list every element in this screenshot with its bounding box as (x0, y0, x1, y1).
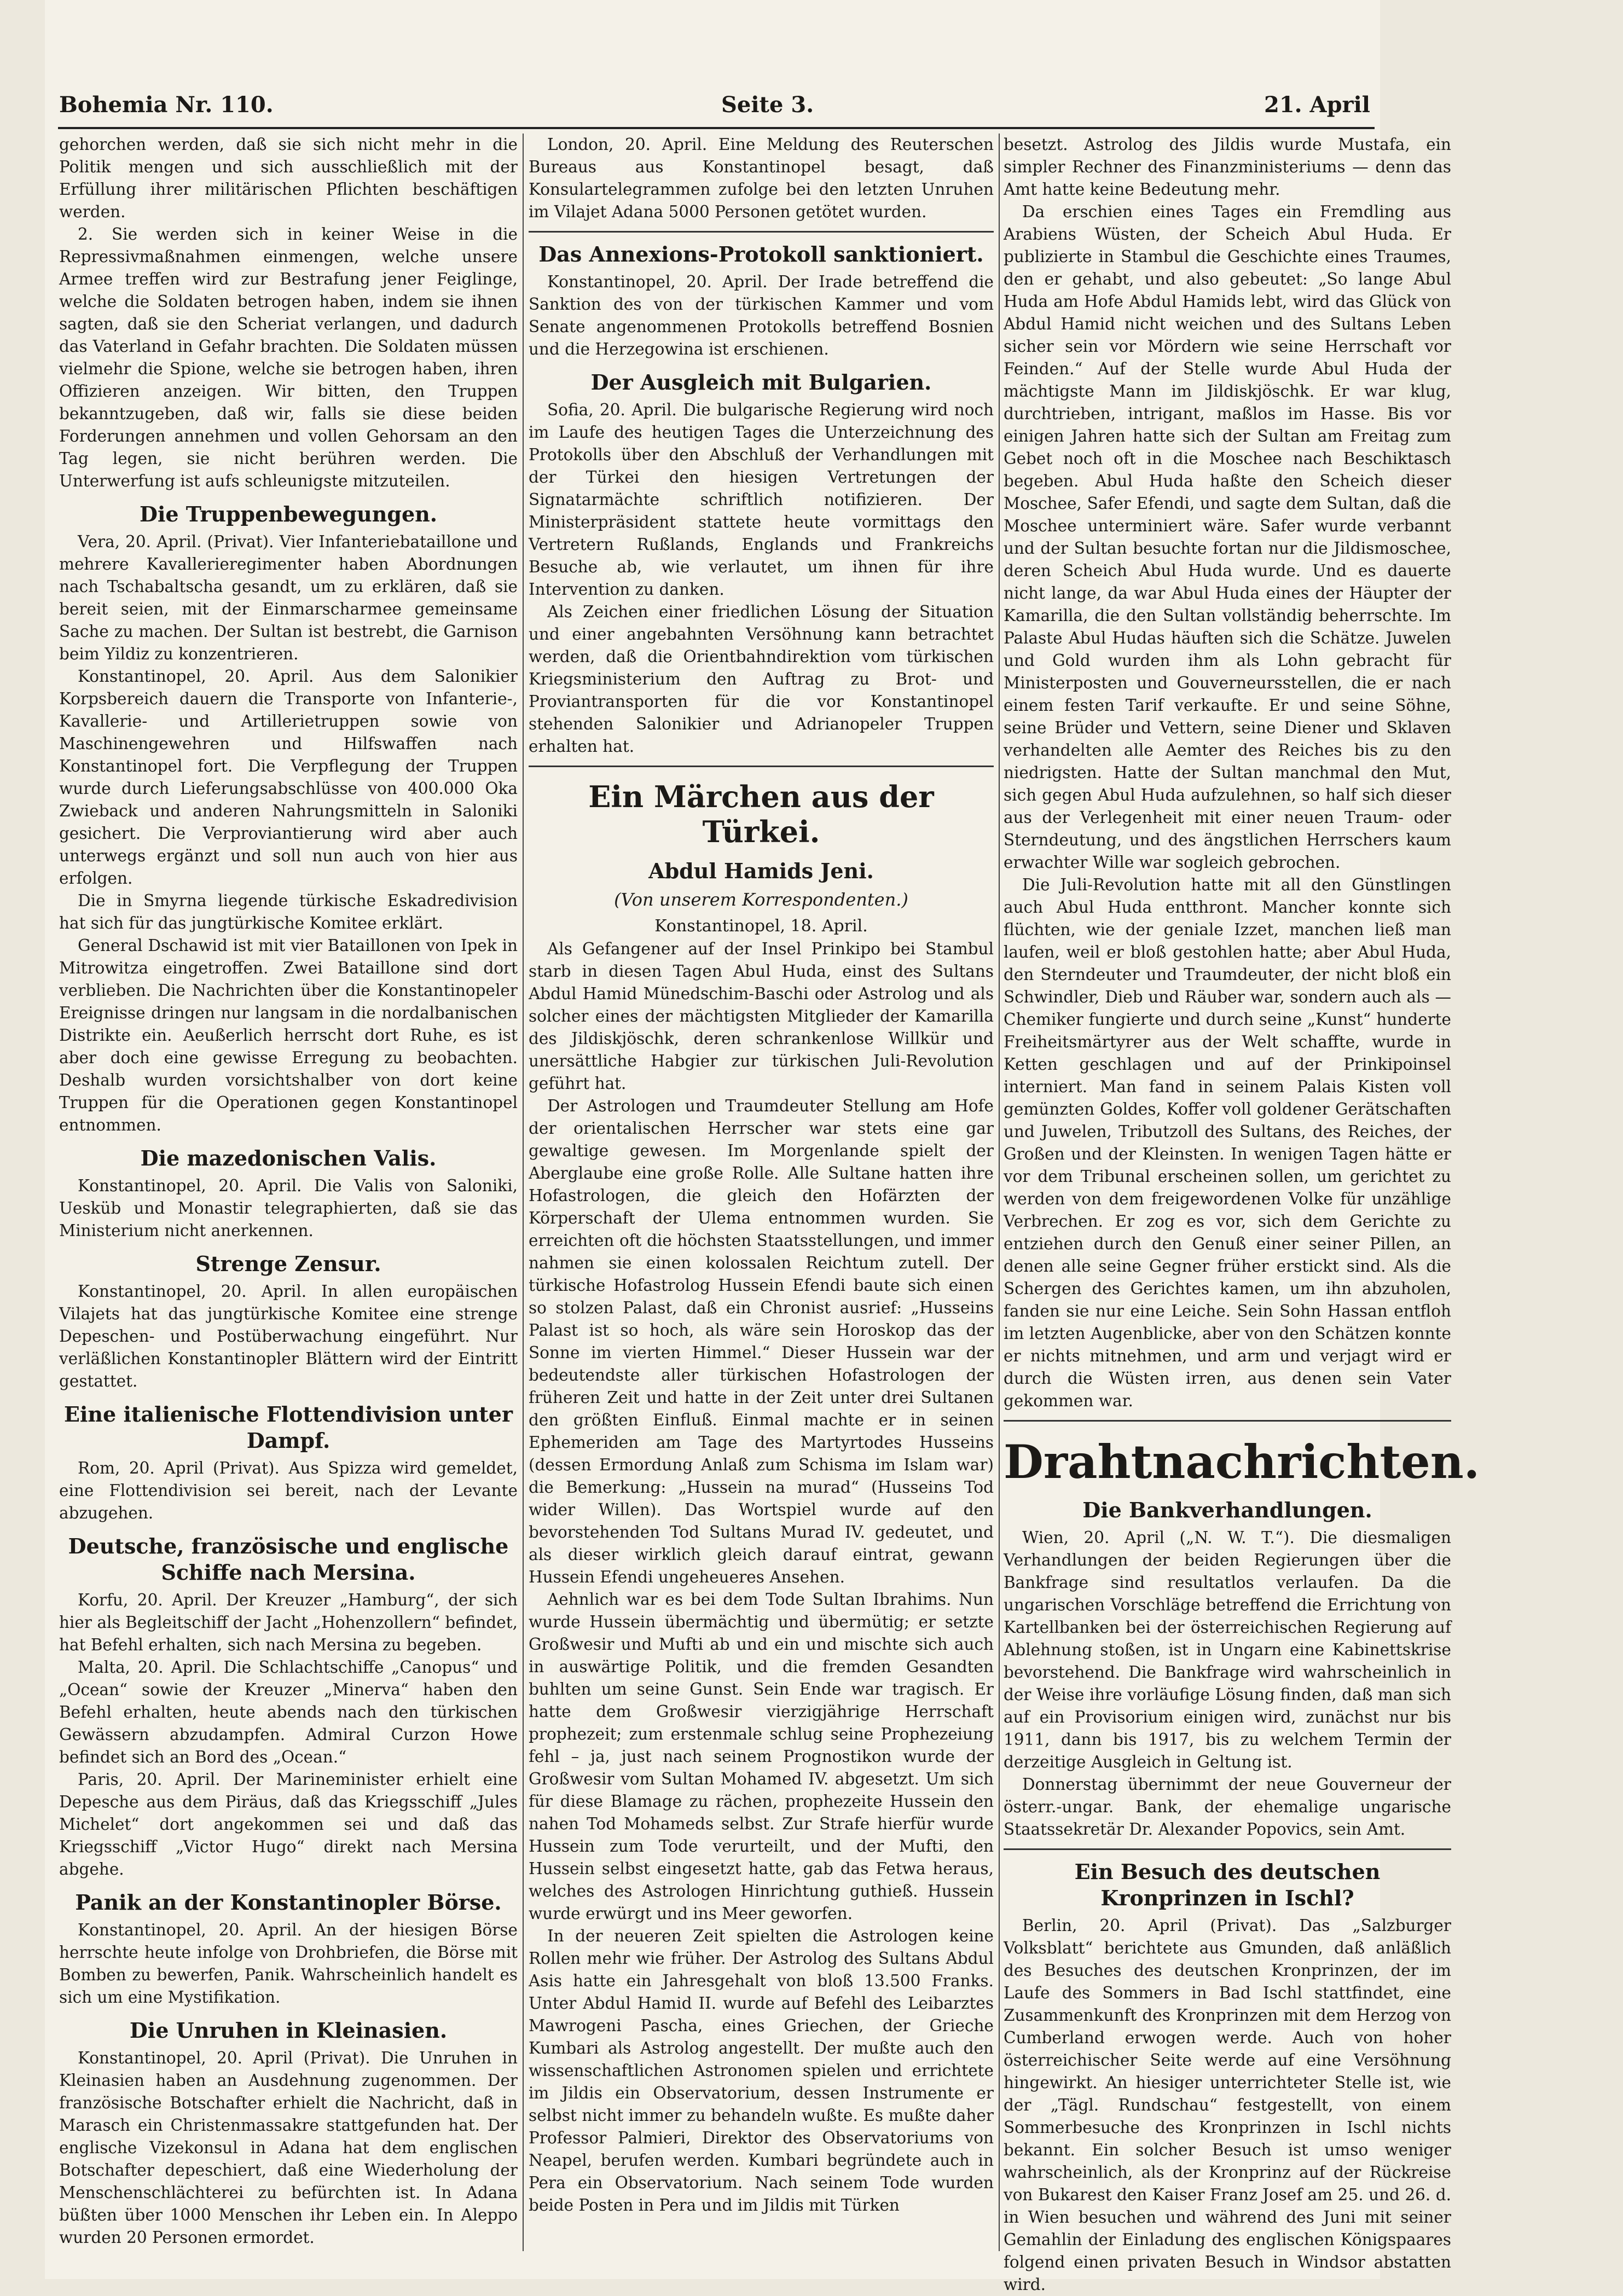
section-separator (529, 231, 994, 233)
article-headline: Die Bankverhandlungen. (1082, 1498, 1372, 1522)
article-paragraph: Donnerstag übernimmt der neue Gouverneur der österr.-ungar. Bank, der ehemalige ungarische Staatssekretär Dr. Alexander Popovics, sein Amt. (1004, 1775, 1451, 1839)
article-paragraph: Sofia, 20. April. Die bulgarische Regierung wird noch im Laufe des heutigen Tages die Unterzeichnung des Protokolls über den Abschluß der Verhandlungen mit der Türkei den hiesigen Vertretungen der Signatarmächte schriftlich notifizieren. Der Ministerpräsident stattete heute vormittags den Vertretern Rußlands, Englands und Frankreichs Besuche ab, wie verlautet, um ihnen für ihre Intervention zu danken. (529, 401, 994, 599)
article-paragraph: Wien, 20. April („N. W. T.“). Die diesmaligen Verhandlungen der beiden Regierungen über die Bankfrage sind resultatlos verlaufen. Da die ungarischen Vorschläge betreffend die Errichtung von Kartellbanken bei der österreichischen Regierung auf Ablehnung stoßen, ist in Ungarn eine Kabinettskrise bevorstehend. Die Bankfrage wird wahrscheinlich in der Weise ihre vorläufige Lösung finden, daß man sich auf ein Provisorium einigen wird, zunächst nur bis 1911, dann bis 1917, bis zu welchem Termin der derzeitige Ausgleich in Geltung ist. (1004, 1528, 1451, 1771)
article-paragraph: Als Gefangener auf der Insel Prinkipo bei Stambul starb in diesen Tagen Abul Huda, einst des Sultans Abdul Hamid Münedschim-Baschi oder Astrolog und als solcher eines der mächtigsten Mitglieder der Kamarilla des Jildiskjöschk, deren schrankenlose Willkür und unersättliche Habgier zur türkischen Juli-Revolution geführt hat. (529, 940, 994, 1093)
column-3 (1004, 134, 1480, 2294)
article-paragraph: Rom, 20. April (Privat). Aus Spizza wird gemeldet, eine Flottendivision sei bereit, nach der Levante abzugehen. (59, 1459, 518, 1522)
newspaper-page (45, 0, 1480, 2294)
column-2 (529, 134, 994, 2251)
dateline: Konstantinopel, 18. April. (654, 917, 868, 936)
section-separator (1004, 1420, 1451, 1422)
article-paragraph: Konstantinopel, 20. April. Die Valis von Saloniki, Uesküb und Monastir telegraphierten, daß sie das Ministerium nicht anerkennen. (59, 1176, 518, 1240)
article-paragraph: Konstantinopel, 20. April. An der hiesigen Börse herrschte heute infolge von Drohbriefen, die Börse mit Bomben zu bewerfen, Panik. Wahrscheinlich handelt es sich um eine Mystifikation. (59, 1921, 518, 2007)
article-paragraph: Als Zeichen einer friedlichen Lösung der Situation und einer angebahnten Versöhnung kann betrachtet werden, daß die Orientbahndirektion vom türkischen Kriegsministerium den Auftrag zu Brot- und Proviantransporten für die vor Konstantinopel stehenden Salonikier und Adrianopeler Truppen erhalten hat. (529, 602, 994, 756)
page-number: Seite 3. (721, 92, 814, 118)
article-paragraph: Korfu, 20. April. Der Kreuzer „Hamburg“, der sich hier als Begleitschiff der Jacht „Hohenzollern“ befindet, hat Befehl erhalten, sich nach Mersina zu begeben. (59, 1591, 518, 1654)
header-rule (58, 127, 1375, 129)
column-1 (59, 134, 518, 2251)
column-divider (999, 134, 1000, 2251)
article-headline: Abdul Hamids Jeni. (648, 859, 874, 883)
article-headline: Das Annexions-Protokoll sanktioniert. (538, 242, 984, 266)
article-headline: Die Unruhen in Kleinasien. (129, 2018, 448, 2043)
article-paragraph: Die in Smyrna liegende türkische Eskadredivision hat sich für das jungtürkische Komitee erklärt. (59, 891, 518, 932)
article-headline: Ein Besuch des deutschen Kronprinzen in Ischl? (1074, 1859, 1381, 1910)
issue-date: 21. April (1264, 92, 1370, 118)
article-paragraph: besetzt. Astrolog des Jildis wurde Mustafa, ein simpler Rechner des Finanzministeriums — denn das Amt hatte keine Bedeutung mehr. (1004, 135, 1451, 199)
article-headline: Panik an der Konstantinopler Börse. (75, 1890, 502, 1915)
article-paragraph: London, 20. April. Eine Meldung des Reuterschen Bureaus aus Konstantinopel besagt, daß Konsulartelegrammen zufolge bei den letzten Unruhen im Vilajet Adana 5000 Personen getötet wurden. (529, 135, 994, 221)
article-paragraph: Aehnlich war es bei dem Tode Sultan Ibrahims. Nun wurde Hussein übermächtig und übermütig; er setzte Großwesir und Mufti ab und ein und mischte sich auch in auswärtige Politik, und die fremden Gesandten buhlten um seine Gunst. Sein Ende war tragisch. Er hatte dem Großwesir vierzigjährige Herrschaft prophezeit; zum erstenmale schlug seine Prophezeiung fehl – ja, just nach seinem Prognostikon wurde der Großwesir vom Sultan Mohamed IV. abgesetzt. Um sich für diese Blamage zu rächen, prophezeite Hussein den nahen Tod Mohameds selbst. Zur Strafe hierfür wurde Hussein zum Tode verurteilt, und der Mufti, den Hussein selbst eingesetzt hatte, gab das Fetwa heraus, welches des Astrologen Hinrichtung guthieß. Hussein wurde erwürgt und ins Meer geworfen. (529, 1590, 994, 1923)
article-headline: Strenge Zensur. (195, 1251, 381, 1276)
article-paragraph: Der Astrologen und Traumdeuter Stellung am Hofe der orientalischen Herrscher war stets eine gar gewaltige gewesen. Im Morgenlande spielt der Aberglaube eine große Rolle. Alle Sultane hatten ihre Hofastrologen, die gleich den Hofärzten der Körperschaft der Ulema entnommen wurden. Sie erreichten oft die höchsten Staatsstellungen, und immer nahmen sie einen kolossalen Reichtum zutell. Der türkische Hofastrolog Hussein Efendi baute sich einen so stolzen Palast, daß ein Chronist ausrief: „Husseins Palast ist so hoch, als wäre sein Horoskop das der Sonne im vierten Himmel.“ Dieser Hussein war der bedeutendste aller türkischen Hofastrologen der früheren Zeit und hatte in der Zeit unter drei Sultanen den größten Einfluß. Einmal machte er in seinen Ephemeriden am Tage des Martyrtodes Husseins (dessen Ermordung Anlaß zum Schisma im Islam war) die Bemerkung: „Hussein na murad“ (Husseins Tod wider Willen). Das Wortspiel wurde auf den bevorstehenden Tod Sultans Murad IV. gedeutet, und als dieser wirklich gleich darauf eintrat, gewann Hussein Efendi ungeheueres Ansehen. (529, 1097, 994, 1586)
article-paragraph: Konstantinopel, 20. April. Aus dem Salonikier Korpsbereich dauern die Transporte von Infanterie-, Kavallerie- und Artillerietruppen sowie von Maschinengewehren und Hilfswaffen nach Konstantinopel fort. Die Verpflegung der Truppen wurde durch Lieferungsabschlüsse von 400.000 Oka Zwieback und anderen Nahrungsmitteln in Saloniki gesichert. Die Verproviantierung wird aber auch unterwegs ergänzt und soll nun auch von hier aus erfolgen. (59, 667, 518, 888)
article-paragraph: General Dschawid ist mit vier Bataillonen von Ipek in Mitrowitza eingetroffen. Zwei Bataillone sind dort verblieben. Die Nachrichten über die Konstantinopeler Ereignisse dringen nur langsam in die nordalbanischen Distrikte ein. Aeußerlich herrscht dort Ruhe, es ist aber doch eine gewisse Erregung zu beobachten. Deshalb wurden vorsichtshalber von dort keine Truppen für die Operationen gegen Konstantinopel entnommen. (59, 936, 518, 1134)
article-paragraph: Konstantinopel, 20. April (Privat). Die Unruhen in Kleinasien haben an Ausdehnung zugenommen. Der französische Botschafter erhielt die Nachricht, daß in Marasch ein Christenmassakre stattgefunden hat. Der englische Vizekonsul in Adana hat dem englischen Botschafter depeschiert, daß eine Wiederholung der Menschenschlächterei zu befürchten ist. In Adana büßten über 1000 Menschen ihr Leben ein. In Aleppo wurden 20 Personen ermordet. (59, 2049, 518, 2247)
section-separator (529, 766, 994, 767)
article-paragraph: 2. Sie werden sich in keiner Weise in die Repressivmaßnahmen einmengen, welche unsere Armee treffen wird zur Bestrafung jener Feiglinge, welche die Soldaten betrogen haben, indem sie ihnen sagten, daß sie den Scheriat verlangen, und dadurch das Vaterland in Gefahr brachten. Die Soldaten müssen vielmehr die Spione, welche sie betrogen haben, ihren Offizieren anzeigen. Wir bitten, den Truppen bekanntzugeben, daß wir, falls sie diese beiden Forderungen annehmen und vollen Gehorsam an den Tag legen, sie nicht berühren werden. Die Unterwerfung ist aufs schleunigste mitzuteilen. (59, 225, 518, 490)
article-paragraph: In der neueren Zeit spielten die Astrologen keine Rollen mehr wie früher. Der Astrolog des Sultans Abdul Asis hatte ein Jahresgehalt von bloß 13.500 Franks. Unter Abdul Hamid II. wurde auf Befehl des Leibarztes Mawrogeni Pascha, eines Griechen, der Grieche Kumbari als Astrolog angestellt. Der mußte auch den wissenschaftlichen Astronomen spielen und errichtete im Jildis ein Observatorium, dessen Instrumente er selbst nicht immer zu behandeln wußte. Es mußte daher Professor Palmieri, Direktor des Observatoriums von Neapel, berufen werden. Kumbari begründete auch in Pera ein Observatorium. Nach seinem Tode wurden beide Posten in Pera und im Jildis mit Türken (529, 1927, 994, 2214)
article-paragraph: Malta, 20. April. Die Schlachtschiffe „Canopus“ und „Ocean“ sowie der Kreuzer „Minerva“ haben den Befehl erhalten, heute abends nach den türkischen Gewässern abzudampfen. Admiral Curzon Howe befindet sich an Bord des „Ocean.“ (59, 1658, 518, 1766)
article-headline: Der Ausgleich mit Bulgarien. (590, 370, 932, 395)
byline: (Von unserem Korrespondenten.) (614, 889, 908, 910)
article-paragraph: Berlin, 20. April (Privat). Das „Salzburger Volksblatt“ berichtete aus Gmunden, daß anläßlich des Besuches des deutschen Kronprinzen, der im Laufe des Sommers in Bad Ischl stattfindet, eine Zusammenkunft des Kronprinzen mit dem Herzog von Cumberland erwogen werde. Auch von hoher österreichischer Seite werde auf eine Versöhnung hingewirkt. An hiesiger unterrichteter Stelle ist, wie der „Tägl. Rundschau“ festgestellt, von einem Sommerbesuche des Kronprinzen in Ischl nichts bekannt. Ein solcher Besuch ist umso weniger wahrscheinlich, als der Kronprinz auf der Rückreise von Bukarest den Kaiser Franz Josef am 25. und 26. d. in Wien besuchen und während des Juni mit seiner Gemahlin der Einladung des englischen Königspaares folgend einen privaten Besuch in Windsor abstatten wird. (1004, 1916, 1451, 2294)
article-paragraph: Vera, 20. April. (Privat). Vier Infanteriebataillone und mehrere Kavallerieregimenter haben Abordnungen nach Tschabaltscha gesandt, um zu erklären, daß sie bereit seien, mit der Einmarscharmee gemeinsame Sache zu machen. Der Sultan ist bestrebt, die Garnison beim Yildiz zu konzentrieren. (59, 532, 518, 663)
article-headline: Die Truppenbewegungen. (140, 502, 437, 526)
article-paragraph: Konstantinopel, 20. April. Der Irade betreffend die Sanktion des von der türkischen Kammer und vom Senate angenommenen Protokolls betreffend Bosnien und die Herzegowina ist erschienen. (529, 272, 994, 358)
article-paragraph: Konstantinopel, 20. April. In allen europäischen Vilajets hat das jungtürkische Komitee eine strenge Depeschen- und Postüberwachung eingeführt. Nur verläßlichen Konstantinopler Blättern wird der Eintritt gestattet. (59, 1282, 518, 1390)
article-paragraph: Die Juli-Revolution hatte mit all den Günstlingen auch Abul Huda entthront. Mancher konnte sich flüchten, wie der geniale Izzet, manchen ließ man laufen, weil er bloß gestohlen hatte; aber Abul Huda, den Sterndeuter und Traumdeuter, der nicht bloß ein Schwindler, Dieb und Räuber war, sondern auch als — Chemiker fungierte und durch seine „Kunst“ hunderte Freiheitsmärtyrer aus der Welt schaffte, wurde in Ketten geschlagen und auf der Prinkipoinsel interniert. Man fand in seinem Palais Kisten voll gemünzten Goldes, Koffer voll goldener Gerätschaften und Juwelen, Tributzoll des Sultans, des Reiches, der Großen und der Kleinsten. In wenigen Tagen hätte er vor dem Tribunal erscheinen sollen, um gerichtet zu werden von dem freigewordenen Volke für unzählige Verbrechen. Er zog es vor, sich dem Gerichte zu entziehen durch den Genuß einer seiner Pillen, an denen alle seine Gegner früher erstickt sind. Als die Schergen des Gerichtes kamen, um ihn abzuholen, fanden sie nur eine Leiche. Sein Sohn Hassan entfloh im letzten Augenblicke, aber von den Schätzen konnte er nichts mitnehmen, und arm und verjagt wird er durch die Wüsten irren, aus denen sein Vater gekommen war. (1004, 876, 1451, 1410)
feature-headline: Ein Märchen aus der Türkei. (588, 779, 934, 849)
section-separator (1004, 1848, 1451, 1850)
section-title: Drahtnachrichten. (1004, 1435, 1480, 1489)
article-paragraph: Da erschien eines Tages ein Fremdling aus Arabiens Wüsten, der Scheich Abul Huda. Er publizierte in Stambul die Geschichte eines Traumes, den er gehabt, und also gebeutet: „So lange Abul Huda am Hofe Abdul Hamids lebt, wird das Glück von Abdul Hamid nicht weichen und des Sultans Leben sicher sein vor Mördern wie seine Herrschaft vor Feinden.“ Auf der Stelle wurde Abul Huda der mächtigste Mann im Jildiskjöschk. Er war klug, durchtrieben, intrigant, maßlos im Hasse. Bis vor einigen Jahren hatte sich der Sultan am Freitag zum Gebet noch oft in die Moschee nach Beschiktasch begeben. Abul Huda haßte den Scheich dieser Moschee, Safer Efendi, und sagte dem Sultan, daß die Moschee unterminiert wäre. Safer wurde verbannt und der Sultan besuchte fortan nur die Jildismoschee, deren Scheich Abul Huda wurde. Und es dauerte nicht lange, da war Abul Huda eines der Häupter der Kamarilla, die den Sultan vollständig beherrschte. Im Palaste Abul Hudas häuften sich die Schätze. Juwelen und Gold wurden ihm als Lohn gebracht für Ministerposten und Gouverneursstellen, die er nach einem festen Tarif verkaufte. Er und seine Söhne, seine Brüder und Vettern, seine Diener und Sklaven verhandelten alle Aemter des Reiches bis zu den niedrigsten. Hatte der Sultan manchmal den Mut, sich gegen Abul Huda aufzulehnen, so half sich dieser aus der Verlegenheit mit einer neuen Traum- oder Sterndeutung, und des ängstlichen Herrschers kaum erwachter Wille war sogleich gebrochen. (1004, 202, 1451, 872)
article-paragraph: gehorchen werden, daß sie sich nicht mehr in die Politik mengen und sich ausschließlich mit der Erfüllung ihrer militärischen Pflichten beschäftigen werden. (59, 135, 518, 221)
masthead-issue: Bohemia Nr. 110. (59, 92, 274, 118)
article-paragraph: Paris, 20. April. Der Marineminister erhielt eine Depesche aus dem Piräus, daß das Kriegsschiff „Jules Michelet“ dort angekommen sei und daß das Kriegsschiff „Victor Hugo“ direkt nach Mersina abgehe. (59, 1770, 518, 1878)
article-headline: Deutsche, französische und englische Schiffe nach Mersina. (68, 1534, 509, 1585)
page-header (59, 92, 1370, 130)
article-headline: Die mazedonischen Valis. (140, 1146, 437, 1170)
column-divider (523, 134, 524, 2251)
article-headline: Eine italienische Flottendivision unter Dampf. (64, 1402, 513, 1453)
